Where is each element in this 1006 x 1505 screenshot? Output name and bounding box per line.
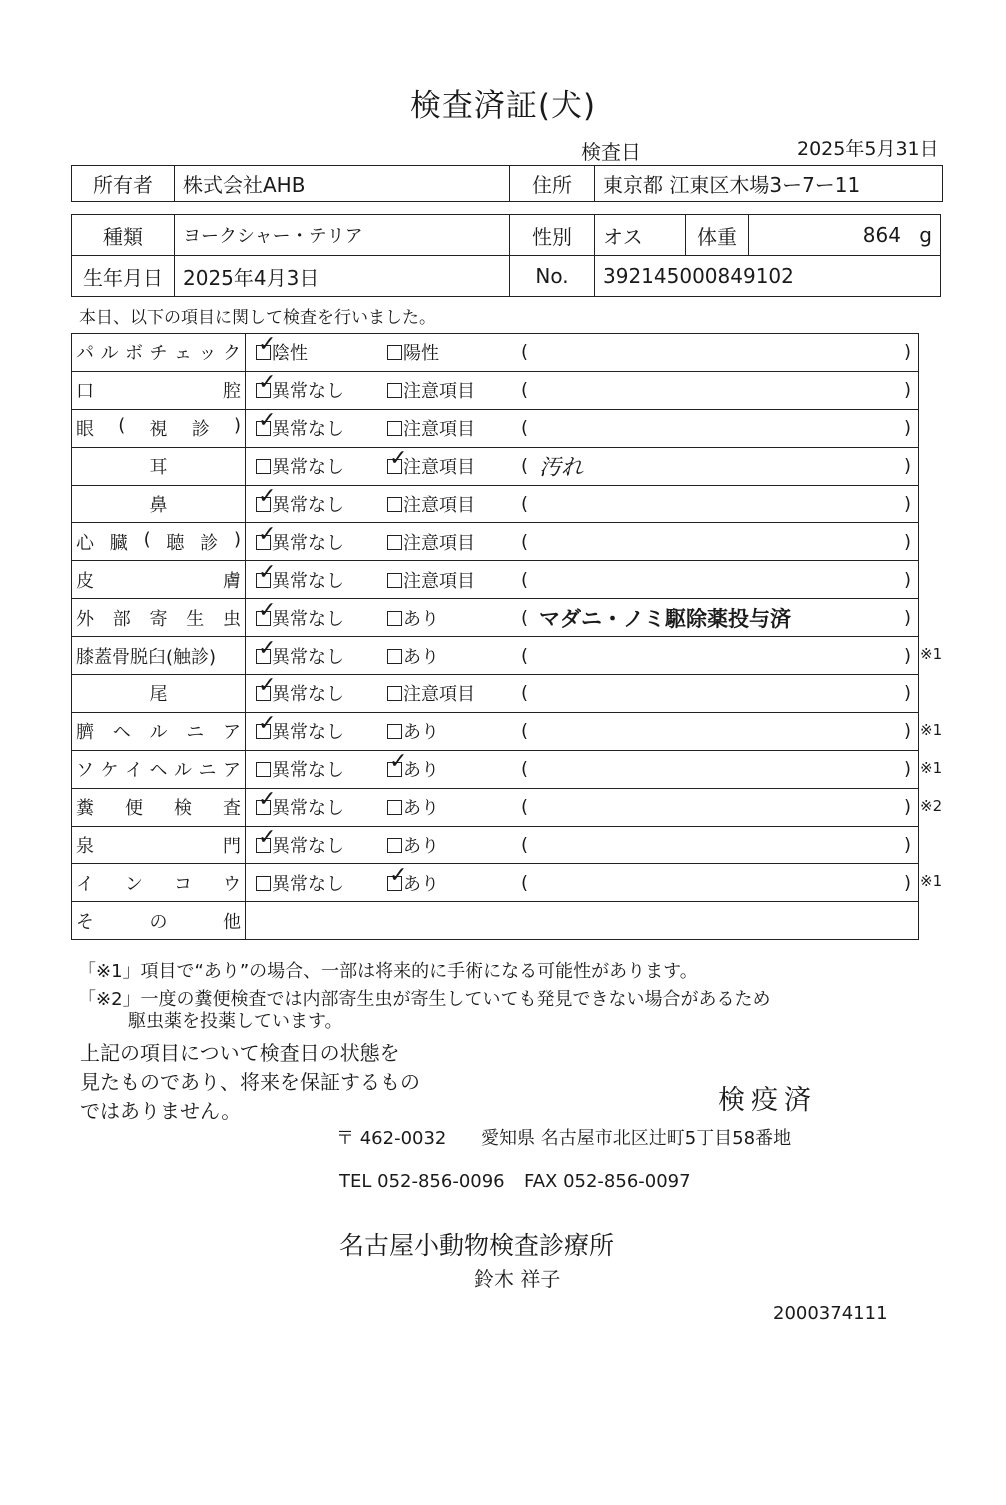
checkbox[interactable] [387,611,402,626]
row-label-text: イ ン コ ウ [76,873,241,895]
row-options [246,409,919,447]
table-row [72,409,919,447]
paren-close: ) [903,341,911,363]
sex-value: オス [595,215,686,256]
checkmark-icon: ✓ [258,673,277,699]
table-row [72,788,919,826]
row-options [246,637,919,675]
document-code: 2000374111 [773,1303,888,1324]
checkbox[interactable] [256,787,277,815]
clinic-fax: FAX 052-856-0097 [524,1171,691,1192]
checkbox[interactable] [256,408,277,436]
table-row [72,637,919,675]
row-label [72,599,246,637]
row-label-text: 臍 ヘ ル ニ ア [76,722,241,744]
option-label: 異常なし [272,419,344,441]
row-label-text: 糞 便 検 査 [76,798,241,820]
option-label: 注意項目 [403,457,475,479]
weight-value: 864 [862,223,901,247]
option-label: 異常なし [272,873,344,895]
table-row [72,447,919,485]
option-1[interactable] [256,408,344,441]
row-label-text: 泉 門 [76,836,241,858]
paren-open: ( [521,379,529,401]
option-2[interactable] [387,862,439,896]
option-label: 陰性 [272,343,308,365]
row-options [246,788,919,826]
row-options [246,864,919,902]
pet-table [71,214,941,297]
option-1[interactable] [256,521,344,555]
checkbox[interactable] [256,332,277,360]
checkbox[interactable] [256,370,277,398]
table-row [72,485,919,523]
disclaimer-line: 上記の項目について検査日の状態を [80,1041,400,1065]
checkmark-icon: ✓ [258,825,277,851]
paren-open: ( [521,872,529,894]
option-1[interactable] [256,756,344,782]
paren-close: ) [903,872,911,894]
checkmark-icon: ✓ [258,559,277,585]
option-2[interactable] [387,794,439,820]
no-value: 392145000849102 [595,256,941,297]
option-label: 注意項目 [403,495,475,516]
table-row [72,826,919,864]
row-options [246,712,919,750]
option-1[interactable] [256,597,344,631]
option-label: 注意項目 [403,419,475,441]
table-row [72,675,919,713]
row-options [246,826,919,864]
disclaimer-line: ではありません。 [80,1099,242,1123]
inspection-table [71,333,919,940]
owner-value: 株式会社AHB [175,166,510,202]
option-label: 異常なし [272,722,344,744]
option-label: 陽性 [403,343,439,365]
option-label: 注意項目 [403,381,475,403]
option-2[interactable] [387,718,439,744]
side-note: ※1 [920,872,943,890]
paren-close: ) [903,720,911,742]
option-label: 異常なし [272,495,344,516]
checkbox[interactable] [387,497,402,512]
row-label-text: 外 部 寄 生 虫 [76,608,241,630]
paren-open: ( [521,834,529,856]
option-label: 注意項目 [403,532,475,554]
option-1[interactable] [256,332,308,365]
side-note: ※1 [920,645,943,663]
dob-value: 2025年4月3日 [175,256,510,297]
option-label: あり [403,646,439,668]
paren-open: ( [521,341,529,363]
table-row [72,523,919,561]
checkbox[interactable] [387,383,402,398]
checkmark-icon: ✓ [258,484,277,509]
option-label: 異常なし [272,532,344,554]
address-value: 東京都 江東区木場3ー7ー11 [595,166,943,202]
side-note: ※1 [920,759,943,777]
option-label: あり [403,798,439,820]
checkbox[interactable] [387,724,402,739]
option-label: 異常なし [272,798,344,820]
row-comment: 汚れ [539,455,584,481]
checkmark-icon: ✓ [389,749,408,775]
owner-table [71,165,943,202]
row-label-text: 鼻 [149,495,168,516]
paren-open: ( [521,682,529,704]
breed-value: ヨークシャー・テリア [175,215,510,256]
row-options [246,334,919,372]
option-label: 異常なし [272,646,344,668]
row-label [72,409,246,447]
option-1[interactable] [256,484,344,517]
row-label [72,637,246,675]
checkbox[interactable] [256,635,277,664]
option-label: あり [403,608,439,630]
checkmark-icon: ✓ [389,862,408,888]
row-options [246,447,919,485]
footnote-2: 「※2」一度の糞便検査では内部寄生虫が寄生していても発見できない場合があるため [78,989,771,1010]
veterinarian-name: 鈴木 祥子 [474,1267,561,1291]
row-label-text: そ の 他 [76,911,241,933]
row-label [72,675,246,713]
paren-close: ) [903,645,911,667]
paren-close: ) [903,531,911,553]
table-row [72,750,919,788]
address-label: 住所 [510,166,595,202]
row-options [246,750,919,788]
paren-close: ) [903,417,911,439]
checkmark-icon: ✓ [258,332,277,358]
row-label [72,371,246,409]
option-1[interactable] [256,870,344,896]
option-1[interactable] [256,787,344,820]
exam-date-label: 検査日 [581,140,641,164]
row-label [72,561,246,599]
option-label: 異常なし [272,570,344,592]
paren-close: ) [903,796,911,818]
table-row [72,561,919,599]
checkbox[interactable] [256,484,277,512]
checkbox[interactable] [387,838,402,853]
option-label: あり [403,873,439,895]
option-2[interactable] [387,446,475,479]
checkmark-icon: ✓ [258,711,277,737]
side-note: ※1 [920,721,943,739]
side-note: ※2 [920,797,943,815]
row-label-text: ソ ケ イ ヘ ル ニ ア [76,760,241,782]
option-label: あり [403,836,439,858]
option-1[interactable] [256,825,344,858]
paren-close: ) [903,569,911,591]
checkbox[interactable] [256,876,271,891]
paren-open: ( [521,417,529,439]
dob-label: 生年月日 [72,256,175,297]
paren-open: ( [521,645,529,667]
table-row [72,599,919,637]
option-2[interactable] [387,377,475,403]
row-label [72,788,246,826]
paren-open: ( [521,493,529,515]
row-label [72,523,246,561]
checkmark-icon: ✓ [258,597,277,623]
row-label [72,750,246,788]
checkbox[interactable] [387,800,402,815]
paren-open: ( [521,569,529,591]
option-label: 注意項目 [403,570,475,592]
row-options [246,599,919,637]
checkbox[interactable] [256,459,271,474]
row-label [72,826,246,864]
table-row [72,864,919,902]
row-options [246,561,919,599]
no-label: No. [510,256,595,297]
owner-label: 所有者 [72,166,175,202]
option-1[interactable] [256,635,344,669]
row-label [72,902,246,940]
row-label [72,334,246,372]
checkbox[interactable] [256,597,277,626]
option-2[interactable] [387,680,475,706]
checkbox[interactable] [256,521,277,550]
paren-open: ( [521,758,529,780]
checkbox[interactable] [256,711,277,739]
paren-close: ) [903,682,911,704]
checkbox[interactable] [387,573,402,588]
checkmark-icon: ✓ [258,635,277,661]
row-options [246,675,919,713]
quarantine-stamp: 検疫済 [718,1085,817,1116]
option-2[interactable] [387,643,439,669]
option-label: 異常なし [272,381,344,403]
table-row [72,334,919,372]
intro-text: 本日、以下の項目に関して検査を行いました。 [79,308,436,328]
checkbox[interactable] [256,762,271,777]
checkbox[interactable] [387,749,408,777]
checkbox[interactable] [256,673,277,701]
checkbox[interactable] [256,559,277,588]
footnote-2-cont: 駆虫薬を投薬しています。 [128,1011,343,1032]
option-label: あり [403,760,439,782]
row-label [72,485,246,523]
checkmark-icon: ✓ [258,787,277,813]
paren-open: ( [521,455,529,477]
option-label: 異常なし [272,608,344,630]
paren-open: ( [521,796,529,818]
checkmark-icon: ✓ [258,521,277,547]
row-label [72,712,246,750]
checkbox[interactable] [387,446,408,474]
sex-label: 性別 [510,215,595,256]
option-2[interactable] [387,749,439,782]
row-label-text: 口 腔 [76,381,241,403]
option-label: 異常なし [272,836,344,858]
option-2[interactable] [387,567,475,593]
checkmark-icon: ✓ [389,446,408,472]
paren-open: ( [521,720,529,742]
option-1[interactable] [256,453,344,479]
paren-close: ) [903,379,911,401]
weight-unit: g [919,223,932,247]
row-label [72,864,246,902]
clinic-tel: TEL 052-856-0096 [339,1171,505,1192]
clinic-address: 愛知県 名古屋市北区辻町5丁目58番地 [481,1128,792,1149]
option-label: 異常なし [272,760,344,782]
paren-close: ) [903,607,911,629]
option-1[interactable] [256,711,344,744]
table-row-other [72,902,919,940]
row-options [246,523,919,561]
row-label-text: パ ル ボ チ ェ ッ ク [76,343,241,365]
document-title: 検査済証(犬) [409,88,597,124]
row-label-text: 膝蓋骨脱臼(触診) [76,646,217,668]
option-1[interactable] [256,370,344,403]
table-row [72,712,919,750]
paren-open: ( [521,531,529,553]
weight-field [749,215,941,256]
checkbox[interactable] [387,686,402,701]
checkbox[interactable] [387,345,402,360]
breed-label: 種類 [72,215,175,256]
row-label-text: 心 臓 ( 聴 診 ) [76,528,241,554]
disclaimer-line: 見たものであり、将来を保証するもの [80,1070,420,1094]
disclaimer [80,1039,420,1126]
checkbox[interactable] [387,649,402,664]
option-1[interactable] [256,673,344,706]
row-comment: マダニ・ノミ駆除薬投与済 [539,606,791,631]
checkmark-icon: ✓ [258,370,277,396]
option-label: あり [403,722,439,744]
row-label [72,447,246,485]
weight-label: 体重 [686,215,749,256]
clinic-name: 名古屋小動物検査診療所 [339,1231,615,1260]
option-label: 注意項目 [403,684,475,706]
row-label-text: 皮 膚 [76,570,241,592]
table-row [72,371,919,409]
paren-close: ) [903,455,911,477]
row-label-text: 尾 [149,684,168,706]
row-label-text: 眼 ( 視 診 ) [76,415,241,441]
option-2[interactable] [387,832,439,858]
option-label: 異常なし [272,684,344,706]
paren-open: ( [521,607,529,629]
paren-close: ) [903,834,911,856]
checkbox[interactable] [387,862,408,891]
paren-close: ) [903,493,911,515]
option-2[interactable] [387,605,439,631]
option-label: 異常なし [272,457,344,479]
option-2[interactable] [387,339,439,365]
exam-date: 2025年5月31日 [797,138,939,160]
row-options [246,371,919,409]
other-notes[interactable] [246,902,919,940]
checkbox[interactable] [256,825,277,853]
row-label-text: 耳 [149,457,168,479]
checkbox[interactable] [387,535,402,550]
paren-close: ) [903,758,911,780]
footnote-1: 「※1」項目で“あり”の場合、一部は将来的に手術になる可能性があります。 [78,961,698,982]
checkbox[interactable] [387,421,402,436]
checkmark-icon: ✓ [258,408,277,434]
postal-code: 〒 462-0032 [336,1128,447,1149]
row-options [246,485,919,523]
option-2[interactable] [387,529,475,555]
option-2[interactable] [387,491,475,517]
option-2[interactable] [387,415,475,441]
option-1[interactable] [256,559,344,593]
